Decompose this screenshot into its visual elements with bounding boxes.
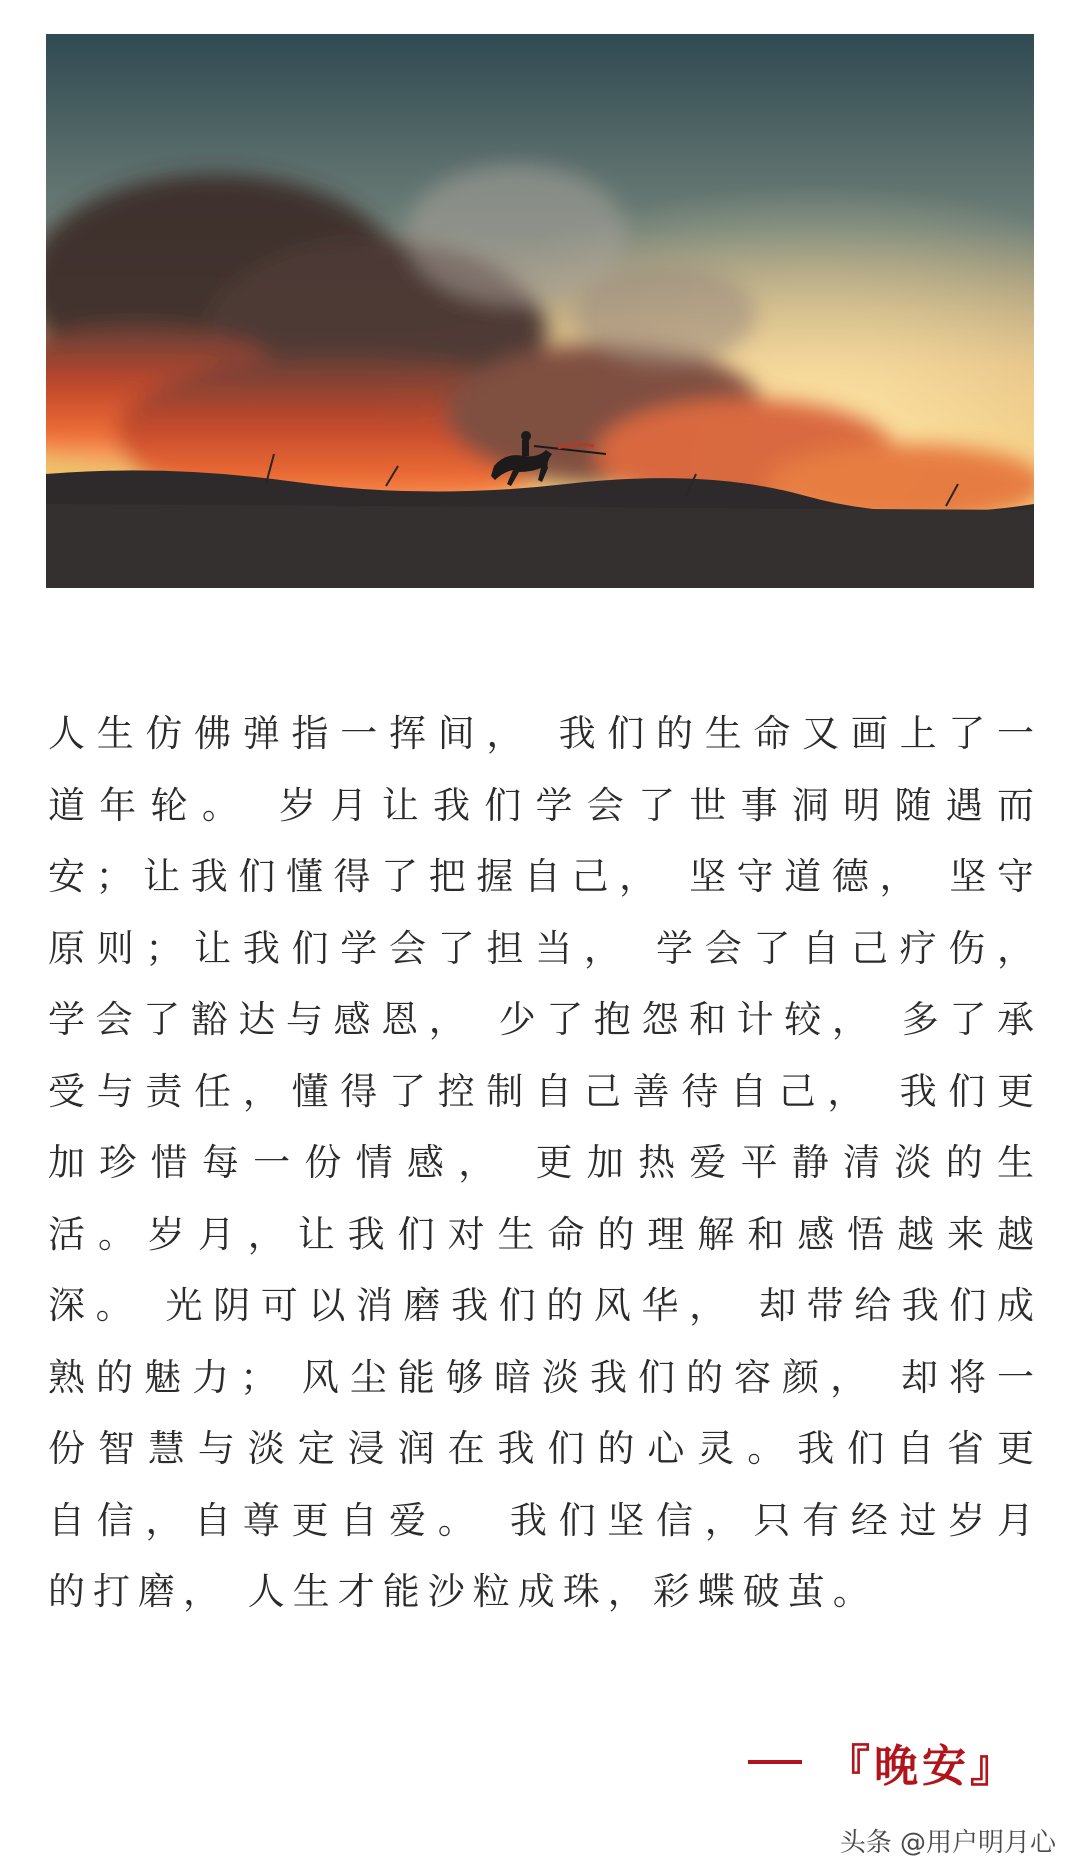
essay-line: 活。岁月，让我们对生命的理解和感悟越来越	[48, 1212, 1036, 1256]
essay-line: 份智慧与淡定浸润在我们的心灵。我们自省更	[48, 1427, 1036, 1470]
essay-line: 学会了豁达与感恩， 少了抱怨和计较， 多了承	[48, 998, 1036, 1041]
essay-line: 安；让我们懂得了把握自己， 坚守道德， 坚守	[48, 855, 1036, 898]
essay-line: 受与责任，懂得了控制自己善待自己， 我们更	[48, 1069, 1036, 1113]
signature-text: 『晚安』	[826, 1741, 1018, 1792]
essay-line: 自信，自尊更自爱。 我们坚信，只有经过岁月	[48, 1498, 1036, 1542]
author-watermark: 头条 @用户明月心	[839, 1828, 1056, 1858]
signature-dash	[748, 1760, 802, 1764]
essay-line: 深。 光阴可以消磨我们的风华， 却带给我们成	[48, 1284, 1036, 1327]
essay-line: 加珍惜每一份情感， 更加热爱平静清淡的生	[48, 1141, 1036, 1184]
essay-body	[48, 698, 1036, 1628]
hero-image	[46, 34, 1034, 588]
essay-line: 道年轮。 岁月让我们学会了世事洞明随遇而	[48, 783, 1036, 827]
signature	[748, 1730, 1018, 1794]
essay-line: 人生仿佛弹指一挥间， 我们的生命又画上了一	[48, 712, 1036, 755]
sunset-horseman-illustration	[46, 34, 1034, 588]
essay-line: 原则；让我们学会了担当， 学会了自己疗伤，	[48, 926, 1036, 970]
essay-line: 熟的魅力； 风尘能够暗淡我们的容颜， 却将一	[48, 1355, 1036, 1399]
essay-line: 的打磨， 人生才能沙粒成珠，彩蝶破茧。	[48, 1570, 878, 1613]
